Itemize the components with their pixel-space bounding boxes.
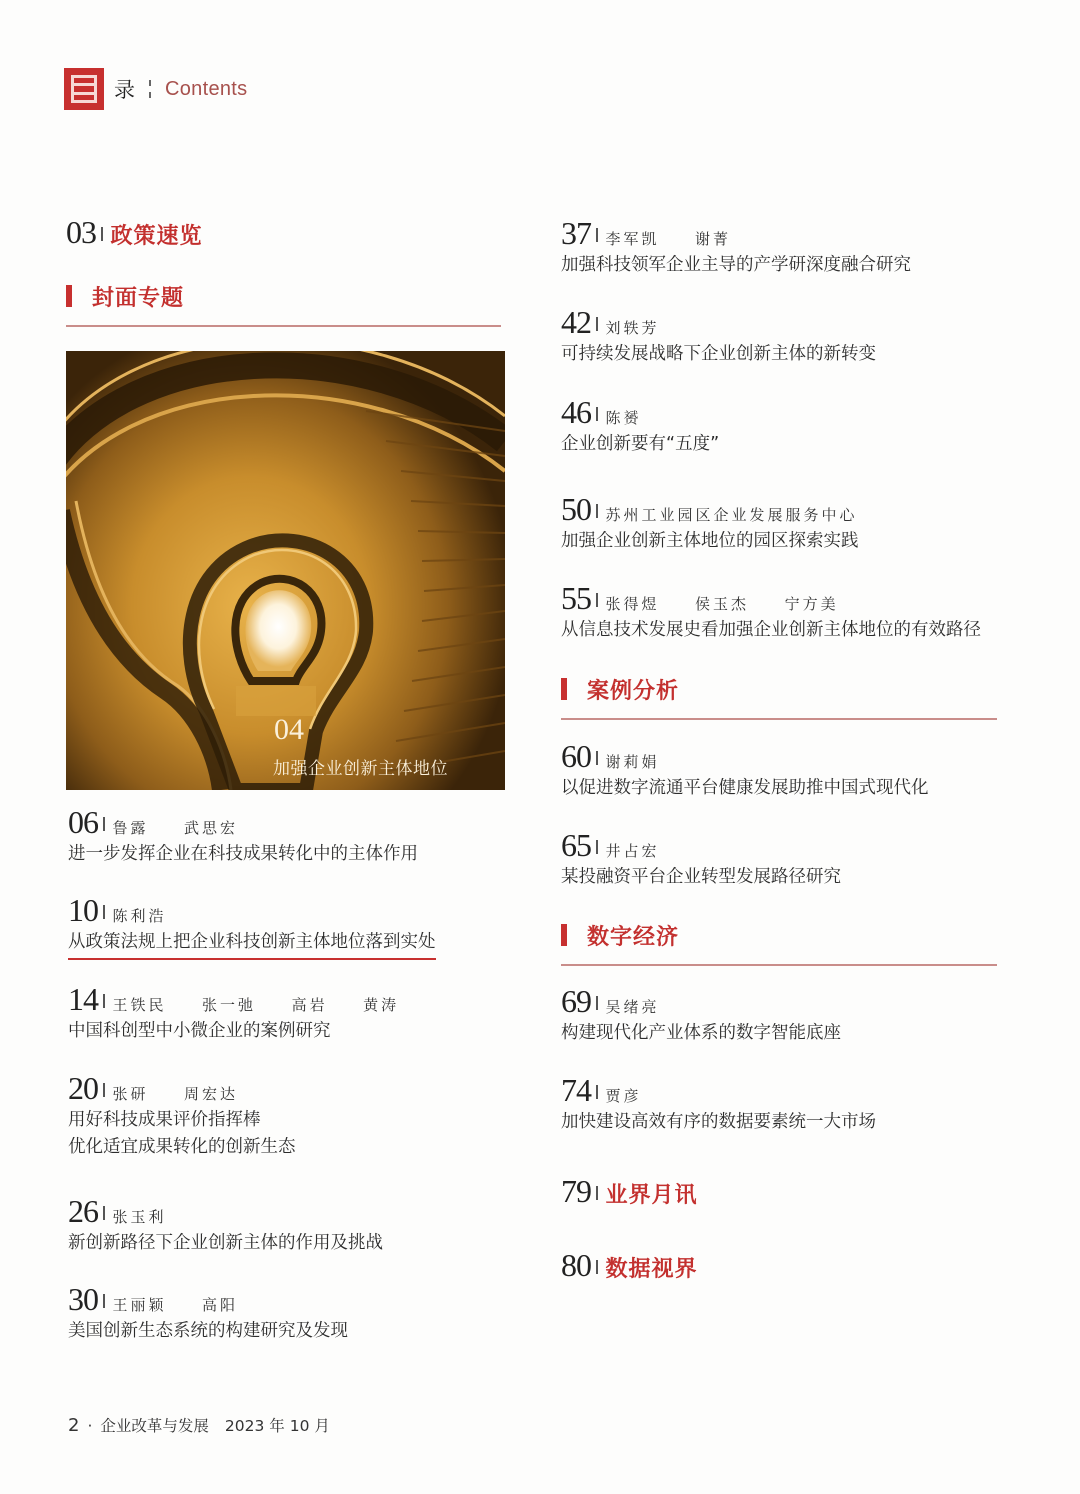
divider [596,593,598,607]
toc-entry-42[interactable] [561,305,876,368]
authors: 王铁民 张一弛 高岩 黄涛 [112,996,400,1014]
toc-entry-80[interactable] [561,1248,698,1282]
section-digital-economy [561,920,997,966]
authors: 贾彦 [605,1087,642,1105]
section-rule [561,964,997,966]
toc-entry-79[interactable] [561,1174,698,1208]
entry-title: 加快建设高效有序的数据要素统一大市场 [561,1112,876,1132]
divider [103,994,105,1008]
authors: 张玉利 [112,1208,167,1226]
toc-entry-55[interactable] [561,581,981,644]
authors: 李军凯 谢菁 [605,230,732,248]
entry-title: 进一步发挥企业在科技成果转化中的主体作用 [68,844,418,864]
entry-title: 以促进数字流通平台健康发展助推中国式现代化 [561,778,929,798]
entry-title: 构建现代化产业体系的数字智能底座 [561,1023,841,1043]
page-number: 14 [68,981,98,1017]
toc-entry-14[interactable] [68,982,399,1045]
page-number: 79 [561,1173,591,1209]
page-number: 74 [561,1072,591,1108]
page-number: 80 [561,1247,591,1283]
divider [596,407,598,421]
authors: 张研 周宏达 [112,1085,239,1103]
entry-title: 美国创新生态系统的构建研究及发现 [68,1321,348,1341]
section-marker [561,678,567,700]
toc-header [64,67,247,111]
divider [101,227,103,241]
toc-entry-30[interactable] [68,1282,348,1345]
entry-title-line-1: 用好科技成果评价指挥棒 [68,1110,261,1130]
page-number: 20 [68,1070,98,1106]
toc-entry-06[interactable] [68,805,418,868]
cover-title: 加强企业创新主体地位 [273,759,448,779]
divider [596,751,598,765]
divider [103,1294,105,1308]
footer-magazine-name: 企业改革与发展 [100,1417,209,1435]
divider [103,905,105,919]
toc-entry-74[interactable] [561,1073,876,1136]
divider [596,996,598,1010]
section-marker [66,285,72,307]
footer-issue-date: 2023 年 10 月 [224,1417,330,1435]
footer-page-number: 2 [68,1415,80,1436]
page-number: 06 [68,804,98,840]
entry-title: 数据视界 [605,1257,698,1282]
header-title-en: Contents [165,77,248,100]
divider [103,817,105,831]
entry-title: 可持续发展战略下企业创新主体的新转变 [561,344,876,364]
mu-glyph-icon [64,68,104,110]
divider [596,317,598,331]
authors: 吴绪亮 [605,998,660,1016]
entry-title: 新创新路径下企业创新主体的作用及挑战 [68,1233,383,1253]
page-number: 10 [68,892,98,928]
section-marker [561,924,567,946]
divider [103,1083,105,1097]
toc-entry-10[interactable] [68,893,436,960]
authors: 苏州工业园区企业发展服务中心 [605,506,858,524]
section-cover-feature [66,281,501,327]
header-title-cn: 录 [114,78,135,102]
toc-entry-60[interactable] [561,739,929,802]
toc-entry-50[interactable] [561,492,859,555]
authors: 谢莉娟 [605,753,660,771]
divider [596,504,598,518]
section-label: 案例分析 [587,678,680,704]
toc-entry-65[interactable] [561,828,841,891]
authors: 鲁露 武思宏 [112,819,239,837]
page-number: 60 [561,738,591,774]
divider [103,1206,105,1220]
section-label: 数字经济 [587,924,680,950]
page-number: 26 [68,1193,98,1229]
page-number: 50 [561,491,591,527]
divider [596,228,598,242]
authors: 刘轶芳 [605,319,660,337]
authors: 张得煜 侯玉杰 宁方美 [605,595,839,613]
divider [596,1085,598,1099]
authors: 陈利浩 [112,907,167,925]
page-number: 30 [68,1281,98,1317]
entry-title: 中国科创型中小微企业的案例研究 [68,1021,331,1041]
entry-title-underlined: 从政策法规上把企业科技创新主体地位落到实处 [68,929,436,960]
section-case-analysis [561,674,997,720]
header-divider [149,80,151,98]
toc-entry-69[interactable] [561,984,841,1047]
entry-title: 某投融资平台企业转型发展路径研究 [561,867,841,887]
toc-entry-03[interactable] [66,215,203,249]
page-number: 46 [561,394,591,430]
page-number: 55 [561,580,591,616]
entry-title: 企业创新要有“五度” [561,434,720,454]
footer-separator: · [87,1417,93,1435]
page-number: 03 [66,214,96,250]
page-number: 69 [561,983,591,1019]
entry-title: 加强企业创新主体地位的园区探索实践 [561,531,859,551]
divider [596,1186,598,1200]
authors: 王丽颖 高阳 [112,1296,239,1314]
section-rule [561,718,997,720]
toc-entry-37[interactable] [561,216,911,279]
page-number: 65 [561,827,591,863]
entry-title: 业界月讯 [605,1183,698,1208]
entry-title-line-2: 优化适宜成果转化的创新生态 [68,1137,296,1157]
entry-title: 从信息技术发展史看加强企业创新主体地位的有效路径 [561,620,981,640]
entry-title: 政策速览 [110,224,203,249]
toc-entry-20[interactable] [68,1071,296,1161]
page-number: 37 [561,215,591,251]
cover-image[interactable] [66,351,505,790]
section-rule [66,325,501,327]
authors: 陈赟 [605,409,642,427]
authors: 井占宏 [605,842,660,860]
section-label: 封面专题 [92,285,185,311]
toc-entry-46[interactable] [561,395,719,458]
page-footer [68,1414,330,1436]
cover-page-number: 04 [274,713,304,746]
toc-entry-26[interactable] [68,1194,383,1257]
page-number: 42 [561,304,591,340]
divider [596,1260,598,1274]
entry-title: 加强科技领军企业主导的产学研深度融合研究 [561,255,911,275]
divider [596,840,598,854]
